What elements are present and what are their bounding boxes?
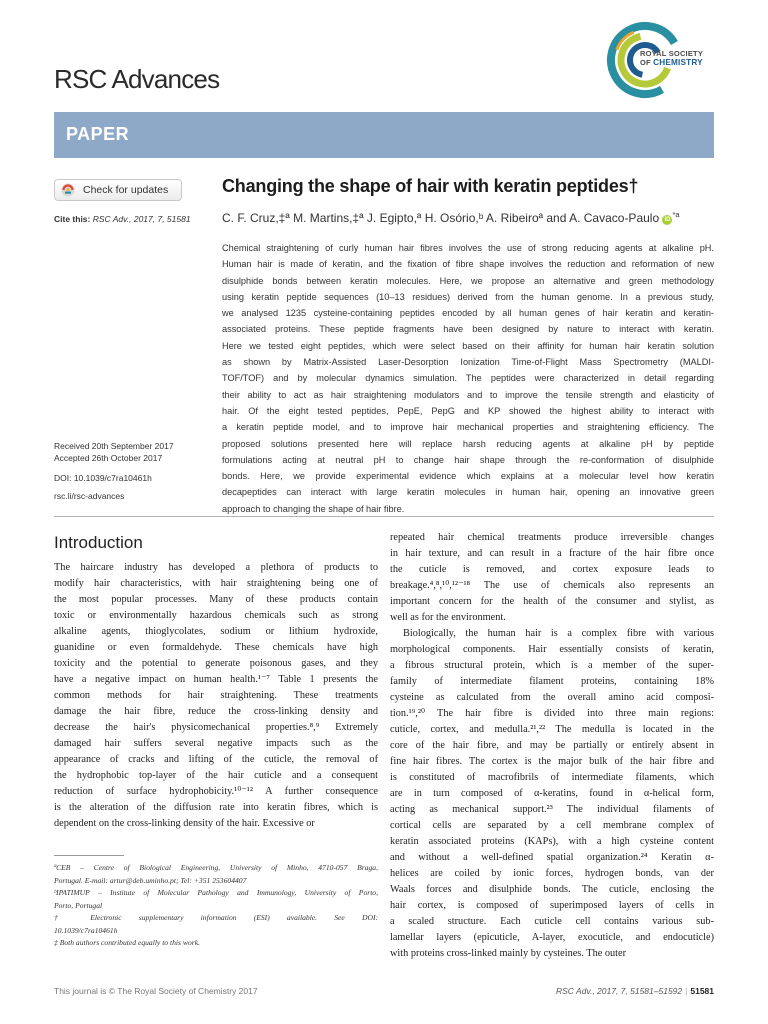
paragraph-line: breakage.⁴,⁸,¹⁰,¹²⁻¹⁸ The use of chemicals also represents an bbox=[390, 580, 714, 591]
abstract-line: proposed solutions presented here will replace harsh reducing agents at alkaline pH by peptide bbox=[222, 438, 714, 449]
paragraph-line: alkaline agents, thioglycolates, sodium or lithium hydroxide, bbox=[54, 626, 378, 637]
abstract bbox=[222, 240, 714, 517]
accepted-date: Accepted 26th October 2017 bbox=[54, 453, 163, 463]
paragraph-line: lamellar layers (epicuticle, A-layer, exocuticle, and endocuticle) bbox=[390, 932, 714, 943]
paragraph-line: family of intermediate filament proteins, containing 18% bbox=[390, 676, 714, 687]
paragraph-line: well as for the environment. bbox=[390, 612, 506, 623]
paragraph-line: core of the hair fibre, and may be partially or entirely absent in bbox=[390, 740, 714, 751]
received-dates bbox=[54, 440, 174, 464]
orcid-icon[interactable]: iD bbox=[664, 217, 671, 223]
paragraph-line: the most popular processes. Many of these products contain bbox=[54, 594, 378, 605]
abstract-line: disulphide bonds between keratin molecules. Here, we propose an alternative and green methodology bbox=[222, 275, 714, 286]
footnote-line: ªCEB – Centre of Biological Engineering, University of Minho, 4710-057 Braga, bbox=[54, 863, 378, 872]
header-divider bbox=[54, 516, 714, 517]
article-title: Changing the shape of hair with keratin peptides† bbox=[222, 176, 639, 196]
footnote-line: ‡ Both authors contributed equally to this work. bbox=[54, 938, 200, 947]
abstract-line: using keratin peptide sequences (10–13 residues) derived from the human genome. In a previous study, bbox=[222, 291, 714, 302]
footer-citation: RSC Adv., 2017, 7, 51581–51592 bbox=[555, 986, 683, 996]
cite-this: Cite this: RSC Adv., 2017, 7, 51581 bbox=[54, 214, 191, 224]
abstract-line: bonds. Here, we provide experimental evidence which explains at a molecular level how keratin bbox=[222, 471, 714, 482]
body-column-right bbox=[390, 530, 714, 962]
doi[interactable]: DOI: 10.1039/c7ra10461h bbox=[54, 473, 152, 483]
footnote-line: † Electronic supplementary information (ESI) available. See DOI: bbox=[54, 913, 378, 922]
paragraph-line: dependent on the cross-linking density of the hair. Excessive or bbox=[54, 818, 315, 829]
abstract-line: Chemical straightening of curly human hair fibres involves the use of strong reducing agents at alkaline pH. bbox=[222, 243, 714, 253]
paragraph-line: The haircare industry has developed a plethora of products to bbox=[54, 562, 378, 573]
paragraph-line: cortical cells are separated by a cell membrane complex of bbox=[390, 820, 714, 831]
paragraph-line: fine hair fibres. The cortex is the major bulk of the hair fibre and bbox=[390, 756, 714, 767]
abstract-line: hair. Of the eight tested peptides, PepE, PepG and KP showed the highest ability to interact with bbox=[222, 405, 714, 416]
paragraph-line: are in turn composed of α-keratins, found in α-helical form, bbox=[390, 788, 714, 799]
section-band bbox=[54, 112, 714, 158]
abstract-line: Human hair is made of keratin, and the fixation of fibre shape involves the reduction and reformation of new bbox=[222, 259, 714, 270]
footnotes bbox=[54, 862, 378, 950]
paragraph-line: cuticle, cortex, and medulla.²¹,²² The medulla is located in the bbox=[390, 724, 714, 735]
page-number: 51581 bbox=[690, 986, 714, 996]
section-label: PAPER bbox=[66, 124, 130, 144]
abstract-line: approach to changing the shape of hair fibre. bbox=[222, 503, 405, 514]
paragraph-line: in hair texture, and can result in a fracture of the hair fibre once bbox=[390, 548, 714, 559]
footnote-line: Porto, Portugal bbox=[54, 900, 103, 910]
rsc-logo-text: ROYAL SOCIETY OF CHEMISTRY bbox=[640, 49, 704, 67]
copyright-footer: This journal is © The Royal Society of Chemistry 2017 bbox=[54, 986, 258, 996]
abstract-line: formulations acting at neutral pH to change hair shape through the re-conformation of disulphide bbox=[222, 454, 714, 465]
abstract-line: TOF/TOF) and by molecular dynamics simulation. The peptides were characterized in detail regarding bbox=[222, 373, 714, 384]
paragraph-line: a fibrous structural protein, which is a member of the super- bbox=[390, 660, 714, 671]
paragraph-line: tion.¹⁹,²⁰ The hair fibre is divided into three main regions: bbox=[390, 708, 714, 719]
footnote-line: Portugal. E-mail: artur@deb.uminho.pt; Tel: +351 253604407 bbox=[54, 875, 247, 885]
paragraph-line: Waals forces and disulphide bonds. The cuticle, enclosing the bbox=[390, 884, 714, 895]
paragraph-line: have a negative impact on human health.¹⁻⁷ Table 1 presents the bbox=[54, 674, 378, 685]
paragraph-line: repeated hair chemical treatments produce irreversible changes bbox=[390, 532, 714, 543]
check-updates-button[interactable] bbox=[54, 179, 182, 201]
paragraph-line: is the alteration of the diffusion rate into keratin fibres, which is bbox=[54, 802, 378, 813]
paragraph-line: is constituted of macrofibrils of intermediate filaments, which bbox=[390, 772, 714, 783]
received-date: Received 20th September 2017 bbox=[54, 441, 174, 451]
page-footer: RSC Adv., 2017, 7, 51581–51592 | 51581 bbox=[555, 986, 714, 996]
abstract-line: Here we tested eight peptides, which were select based on their affinity for human hair keratin solution bbox=[222, 340, 714, 351]
footnote-rule bbox=[54, 855, 124, 856]
paragraph-line: the cuticle is removed, and cortex exposure leads to bbox=[390, 564, 714, 575]
footnote-line: ᵇIPATIMUP – Institute of Molecular Pathology and Immunology, University of Porto, bbox=[54, 888, 378, 897]
paragraph-line: appearance of cracks and lifting of the cuticle, the removal of bbox=[54, 754, 378, 765]
paragraph-line: cysteine as calculated from the overall amino acid composi- bbox=[390, 692, 714, 703]
paragraph-line: damage the hair fibre, reduce the cross-linking density and bbox=[54, 706, 378, 717]
paragraph-line: a scaled structure. Each cuticle cell contains various sub- bbox=[390, 916, 714, 927]
paragraph-line: important concern for the health of the consumer and stylist, as bbox=[390, 596, 714, 607]
paragraph-line: helices are coiled by ionic forces, hydrogen bonds, van der bbox=[390, 868, 714, 879]
abstract-line: associated proteins. These peptide fragments have been designed by nature to interact with keratin. bbox=[222, 324, 714, 335]
abstract-line: we analysed 1235 cysteine-containing peptides encoded by all human genes of hair keratin and keratin- bbox=[222, 308, 714, 319]
paragraph-line: toxicity and the potential to generate poisonous gases, and they bbox=[54, 658, 378, 669]
paragraph-line: decrease the hair's physicomechanical properties.⁸,⁹ Extremely bbox=[54, 722, 378, 733]
abstract-line: as shown by Matrix-Assisted Laser-Desorption Ionization Time-of-Flight Mass Spectrometry (MALDI- bbox=[222, 357, 714, 368]
abstract-line: their ability to act as hair straightening modulators and to improve the tensile strength and elasticity of bbox=[222, 389, 714, 400]
abstract-line: a keratin peptide model, and to improve hair mechanical properties and straightening efficiency. The bbox=[222, 422, 714, 433]
update-badge-icon bbox=[61, 183, 75, 197]
journal-link[interactable]: rsc.li/rsc-advances bbox=[54, 491, 125, 501]
paragraph-line: morphological components. Hair essentially consists of keratin, bbox=[390, 644, 714, 655]
check-updates-label: Check for updates bbox=[83, 184, 169, 196]
paragraph-line: toxic or environmentally hazardous chemicals such as strong bbox=[54, 610, 378, 621]
section-heading: Introduction bbox=[54, 533, 143, 552]
body-column-left bbox=[54, 560, 378, 832]
paragraph-line: damaged hair suffers several negative impacts such as the bbox=[54, 738, 378, 749]
abstract-line: decapeptides can interact with large keratin molecules in human hair, opening an innovative green bbox=[222, 487, 714, 498]
paragraph-line: the hydrophobic top-layer of the hair cuticle and a consequent bbox=[54, 770, 378, 781]
paragraph-line: and without a well-defined spatial organization.²⁴ Keratin α- bbox=[390, 852, 714, 863]
paragraph-line: keratin associated proteins (KAPs), with a high cysteine content bbox=[390, 836, 714, 847]
author-list: C. F. Cruz,‡ª M. Martins,‡ª J. Egipto,ª H. Osório,ᵇ A. Ribeiroª and A. Cavaco-Paulo $iD^{*a}$ bbox=[222, 210, 680, 225]
paragraph-line: with proteins cross-linked mainly by cysteines. The outer bbox=[390, 948, 627, 959]
paragraph-line: Biologically, the human hair is a complex fibre with various bbox=[403, 628, 714, 639]
footnote-line: 10.1039/c7ra10461h bbox=[54, 925, 118, 935]
journal-title: RSC Advances bbox=[54, 64, 220, 94]
paragraph-line: acting as mechanical support.²³ The individual filaments of bbox=[390, 804, 714, 815]
paragraph-line: modify hair characteristics, with hair straightening being one of bbox=[54, 578, 378, 589]
paragraph-line: hair cortex, is composed of superimposed layers of cells in bbox=[390, 900, 714, 911]
paragraph-line: common methods for hair straightening. These treatments bbox=[54, 690, 378, 701]
paragraph-line: reduction of surface hydrophobicity.¹⁰⁻¹² A further consequence bbox=[54, 786, 378, 797]
paragraph-line: guanidine or even formaldehyde. These chemicals have high bbox=[54, 642, 378, 653]
